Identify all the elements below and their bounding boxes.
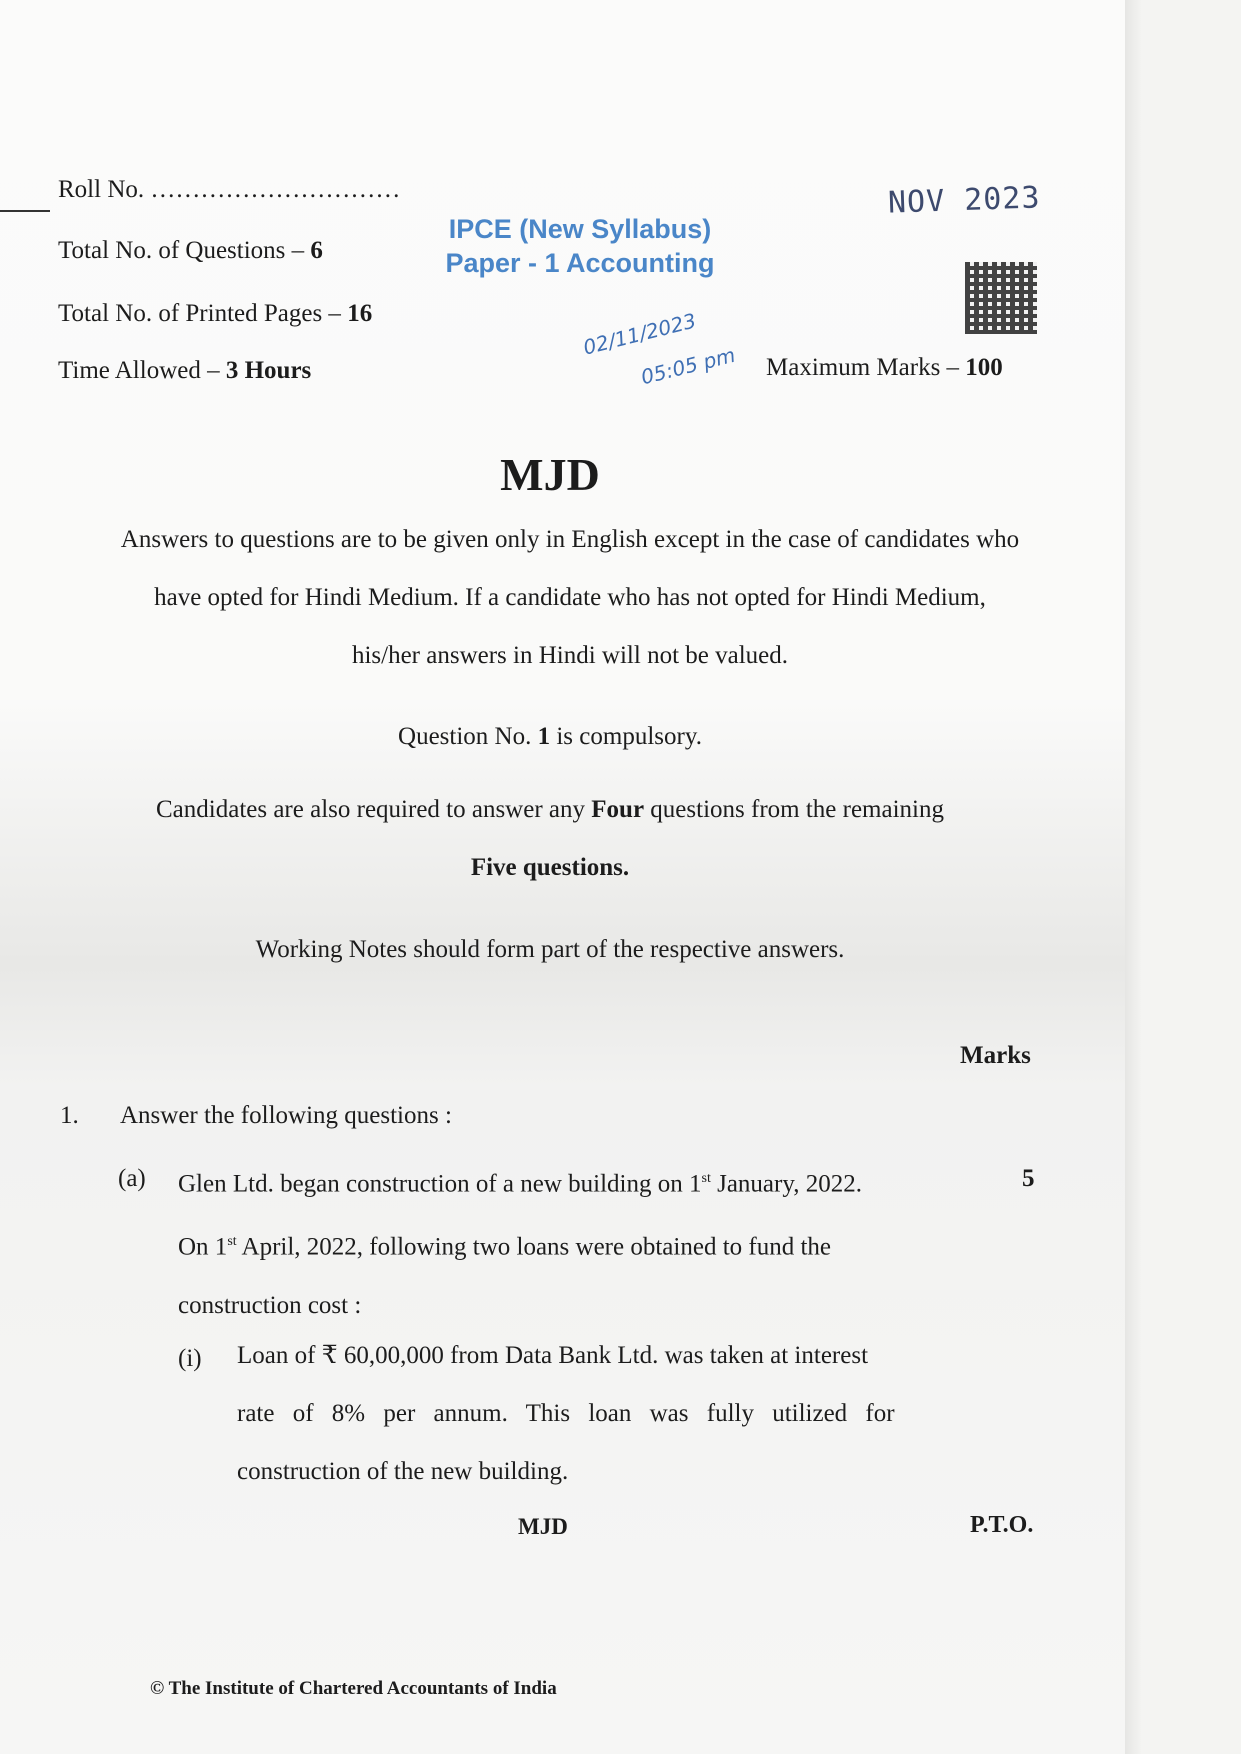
date-stamp: NOV 2023 — [887, 180, 1042, 221]
part-a-line-1 — [178, 1150, 958, 1213]
printed-pages-value: 16 — [347, 300, 373, 327]
sub-i-label: (i) — [178, 1345, 202, 1372]
footer-pto: P.T.O. — [970, 1512, 1034, 1538]
handwritten-date: 02/11/2023 — [580, 308, 699, 360]
part-a-line-1-pre: Glen Ltd. began construction of a new building on 1 — [178, 1170, 702, 1198]
answer-any-line-1 — [40, 781, 1060, 839]
part-a-text — [178, 1150, 958, 1335]
paper-code: MJD — [500, 449, 600, 500]
sub-i-text — [237, 1327, 957, 1501]
part-a-line-2-pre: On 1 — [178, 1233, 228, 1261]
stamp-line-1: IPCE (New Syllabus) — [448, 214, 712, 244]
compulsory-post: is compulsory. — [550, 723, 702, 750]
working-notes: Working Notes should form part of the respective answers. — [255, 936, 845, 963]
language-line-2: have opted for Hindi Medium. If a candidate who has not opted for Hindi Medium, — [154, 584, 986, 611]
qr-code — [965, 262, 1037, 334]
part-a-line-2 — [178, 1213, 958, 1276]
answer-any-line-2: Five questions. — [470, 854, 630, 881]
compulsory-pre: Question No. — [398, 723, 538, 750]
handwritten-time: 05:05 pm — [638, 342, 738, 390]
copyright: © The Institute of Chartered Accountants of India — [150, 1678, 557, 1699]
roll-no: Roll No. ………………………… — [58, 176, 401, 203]
part-a-line-3: construction cost : — [178, 1291, 362, 1319]
answer-any-bold: Four — [591, 796, 645, 823]
printed-pages — [58, 300, 372, 328]
time-allowed-label: Time Allowed – — [58, 357, 226, 384]
language-instruction — [40, 511, 1100, 685]
footer-code: MJD — [518, 1514, 568, 1539]
max-marks-label: Maximum Marks – — [766, 354, 966, 381]
sub-i-line-3: construction of the new building. — [237, 1458, 569, 1485]
total-questions-label: Total No. of Questions – — [58, 237, 311, 264]
part-a-line-2-sup: st — [227, 1234, 237, 1250]
part-a-label: (a) — [118, 1165, 146, 1192]
compulsory-note — [0, 708, 1100, 766]
part-a-marks: 5 — [1022, 1165, 1035, 1192]
time-allowed — [58, 357, 311, 385]
total-questions — [58, 237, 323, 265]
language-line-1: Answers to questions are to be given only in English except in the case of candidates who — [120, 526, 1020, 553]
part-a-line-2-post: April, 2022, following two loans were obtained to fund the — [236, 1233, 832, 1261]
sub-i-line-2: rate of 8% per annum. This loan was fully utilized for — [237, 1400, 895, 1427]
question-1-number: 1. — [60, 1102, 79, 1129]
page-edge — [1125, 0, 1141, 1754]
syllabus-stamp — [430, 212, 730, 280]
printed-pages-label: Total No. of Printed Pages – — [58, 300, 348, 327]
compulsory-num: 1 — [537, 723, 551, 750]
max-marks-value: 100 — [965, 354, 1003, 381]
part-a-line-1-post: January, 2022. — [710, 1170, 862, 1198]
time-allowed-value: 3 Hours — [225, 357, 312, 384]
total-questions-value: 6 — [310, 237, 323, 264]
language-line-3: his/her answers in Hindi will not be valued. — [351, 642, 789, 669]
answer-any-pre: Candidates are also required to answer any — [156, 796, 592, 823]
max-marks — [766, 354, 1003, 382]
margin-rule — [0, 210, 50, 212]
answer-any-note — [40, 781, 1060, 897]
marks-header: Marks — [960, 1042, 1031, 1069]
sub-i-line-1: Loan of ₹ 60,00,000 from Data Bank Ltd. was taken at interest — [237, 1342, 869, 1369]
question-1-title: Answer the following questions : — [120, 1102, 452, 1129]
stamp-line-2: Paper - 1 Accounting — [445, 248, 715, 278]
part-a-line-1-sup: st — [701, 1171, 711, 1186]
answer-any-post: questions from the remaining — [644, 796, 944, 823]
